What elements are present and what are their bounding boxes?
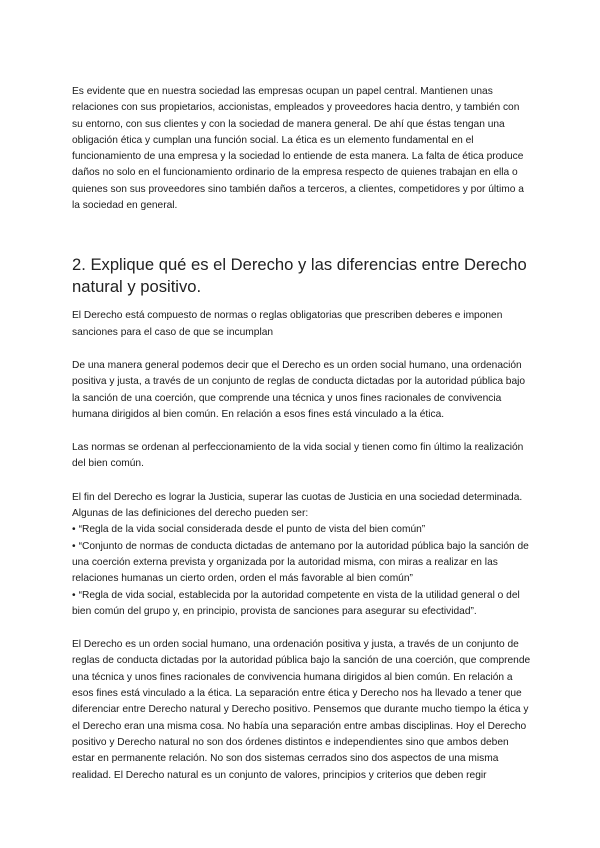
list-item bbox=[72, 522, 532, 538]
list-item-text: “Regla de vida social, establecida por la autoridad competente en vista de la utilidad general o del bien común del grupo y, en principio, provista de sanciones para asegurar su efectividad”. bbox=[72, 589, 520, 617]
bullet-marker: • bbox=[72, 524, 76, 536]
fin-paragraph: El fin del Derecho es lograr la Justicia, superar las cuotas de Justicia en una sociedad determinada. Algunas de las definiciones del derecho pueden ser: bbox=[72, 491, 523, 520]
list-item bbox=[72, 539, 532, 588]
document-page bbox=[72, 84, 532, 784]
list-item-text: “Regla de la vida social considerada desde el punto de vista del bien común” bbox=[78, 524, 426, 536]
bullet-marker: • bbox=[72, 589, 76, 601]
definitions-block bbox=[72, 490, 532, 620]
definitions-list bbox=[72, 522, 532, 620]
general-paragraph: De una manera general podemos decir que el Derecho es un orden social humano, una ordenación positiva y justa, a través de un conjunto de reglas de conducta dictadas por la autoridad pública bajo la sanción de una coerción, que comprende una técnica y unos fines racionales de convivencia humana dirigidos al bien común. En relación a esos fines está vinculado a la ética. bbox=[72, 359, 526, 420]
final-paragraph: El Derecho es un orden social humano, una ordenación positiva y justa, a través de un conjunto de reglas de conducta dictadas por la autoridad pública bajo la sanción de una coerción, que comprende una técnica y unos fines racionales de convivencia humana dirigidos al bien común. En relación a esos fines está vinculado a la ética. La separación entre ética y Derecho nos ha llevado a tener que diferenciar entre Derecho natural y Derecho positivo. Pensemos que durante mucho tiempo la ética y el Derecho eran una misma cosa. No había una separación entre ambas disciplinas. Hoy el Derecho positivo y Derecho natural no son dos órdenes distintos e independientes sino que ambos deben estar en permanente relación. No son dos sistemas cerrados sino dos aspectos de una misma realidad. El Derecho natural es un conjunto de valores, principios y criterios que deben regir bbox=[72, 639, 531, 781]
list-item bbox=[72, 588, 532, 621]
normas-paragraph: Las normas se ordenan al perfeccionamiento de la vida social y tienen como fin último la realización del bien común. bbox=[72, 442, 524, 470]
intro-paragraph: Es evidente que en nuestra sociedad las empresas ocupan un papel central. Mantienen unas relaciones con sus propietarios, accionistas, empleados y proveedores hacia dentro, y también con su entorno, con sus clientes y con la sociedad de manera general. De ahí que éstas tengan una obligación ética y cumplan una función social. La ética es un elemento fundamental en el funcionamiento de una empresa y la sociedad lo entiende de esta manera. La falta de ética produce daños no solo en el funcionamiento ordinario de la empresa respecto de quienes trabajan en ella o quienes son sus proveedores sino también daños a terceros, a clientes, competidores y por último a la sociedad en general. bbox=[72, 86, 524, 212]
definition-paragraph: El Derecho está compuesto de normas o reglas obligatorias que prescriben deberes e imponen sanciones para el caso de que se incumplan bbox=[72, 310, 503, 338]
section-heading: 2. Explique qué es el Derecho y las diferencias entre Derecho natural y positivo. bbox=[72, 255, 527, 297]
list-item-text: “Conjunto de normas de conducta dictadas de antemano por la autoridad pública bajo la sanción de una coerción externa prevista y organizada por la autoridad misma, con miras a realizar en las relaciones humanas un cierto orden, orden el más favorable al bien común” bbox=[72, 540, 529, 585]
bullet-marker: • bbox=[72, 540, 76, 552]
